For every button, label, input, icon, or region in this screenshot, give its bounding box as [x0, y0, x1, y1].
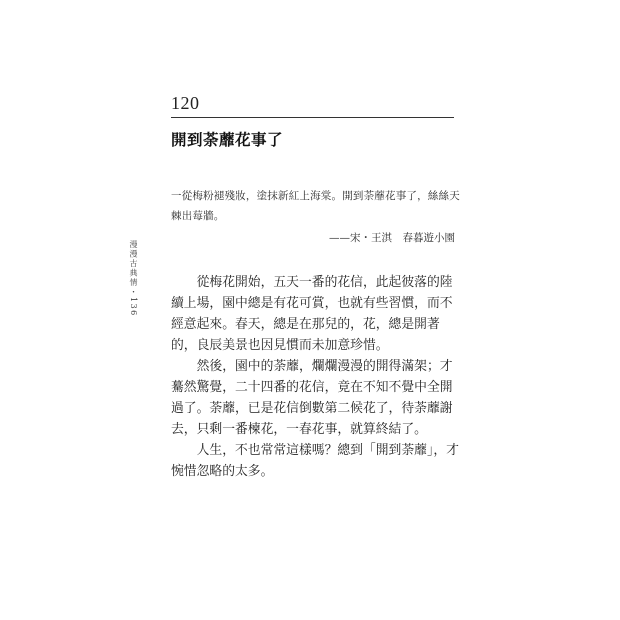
epigraph-attribution: ——宋・王淇 春暮遊小園 [329, 232, 455, 244]
body-paragraph: 從梅花開始，五天一番的花信，此起彼落的陸續上場，園中總是有花可賞，也就有些習慣，而不經意起來。春天，總是在那兒的，花，總是開著的，良辰美景也因見慣而未加意珍惜。 [171, 275, 453, 353]
epigraph-line: 一從梅粉褪殘妝，塗抹新紅上海棠。開到荼蘼花事了，絲絲天 [171, 190, 460, 202]
body-paragraph: 然後，園中的荼蘼，爛爛漫漫的開得滿架；才驀然驚覺，二十四番的花信，竟在不知不覺中全開過了。荼蘼，已是花信倒數第二候花了，待荼蘼謝去，只剩一番楝花，一春花事，就算終結了。 [171, 359, 453, 437]
body-text [171, 272, 463, 482]
epigraph-quote [171, 186, 461, 226]
epigraph-line: 棘出莓牆。 [171, 210, 225, 222]
header-rule [171, 117, 454, 118]
body-paragraph: 人生，不也常常這樣嗎？總到「開到荼蘼」，才惋惜忽略的太多。 [171, 443, 459, 479]
page-number: 120 [171, 93, 200, 113]
chapter-title: 開到荼蘼花事了 [171, 130, 284, 149]
side-running-label: 漫漫古典情・136 [129, 240, 138, 317]
